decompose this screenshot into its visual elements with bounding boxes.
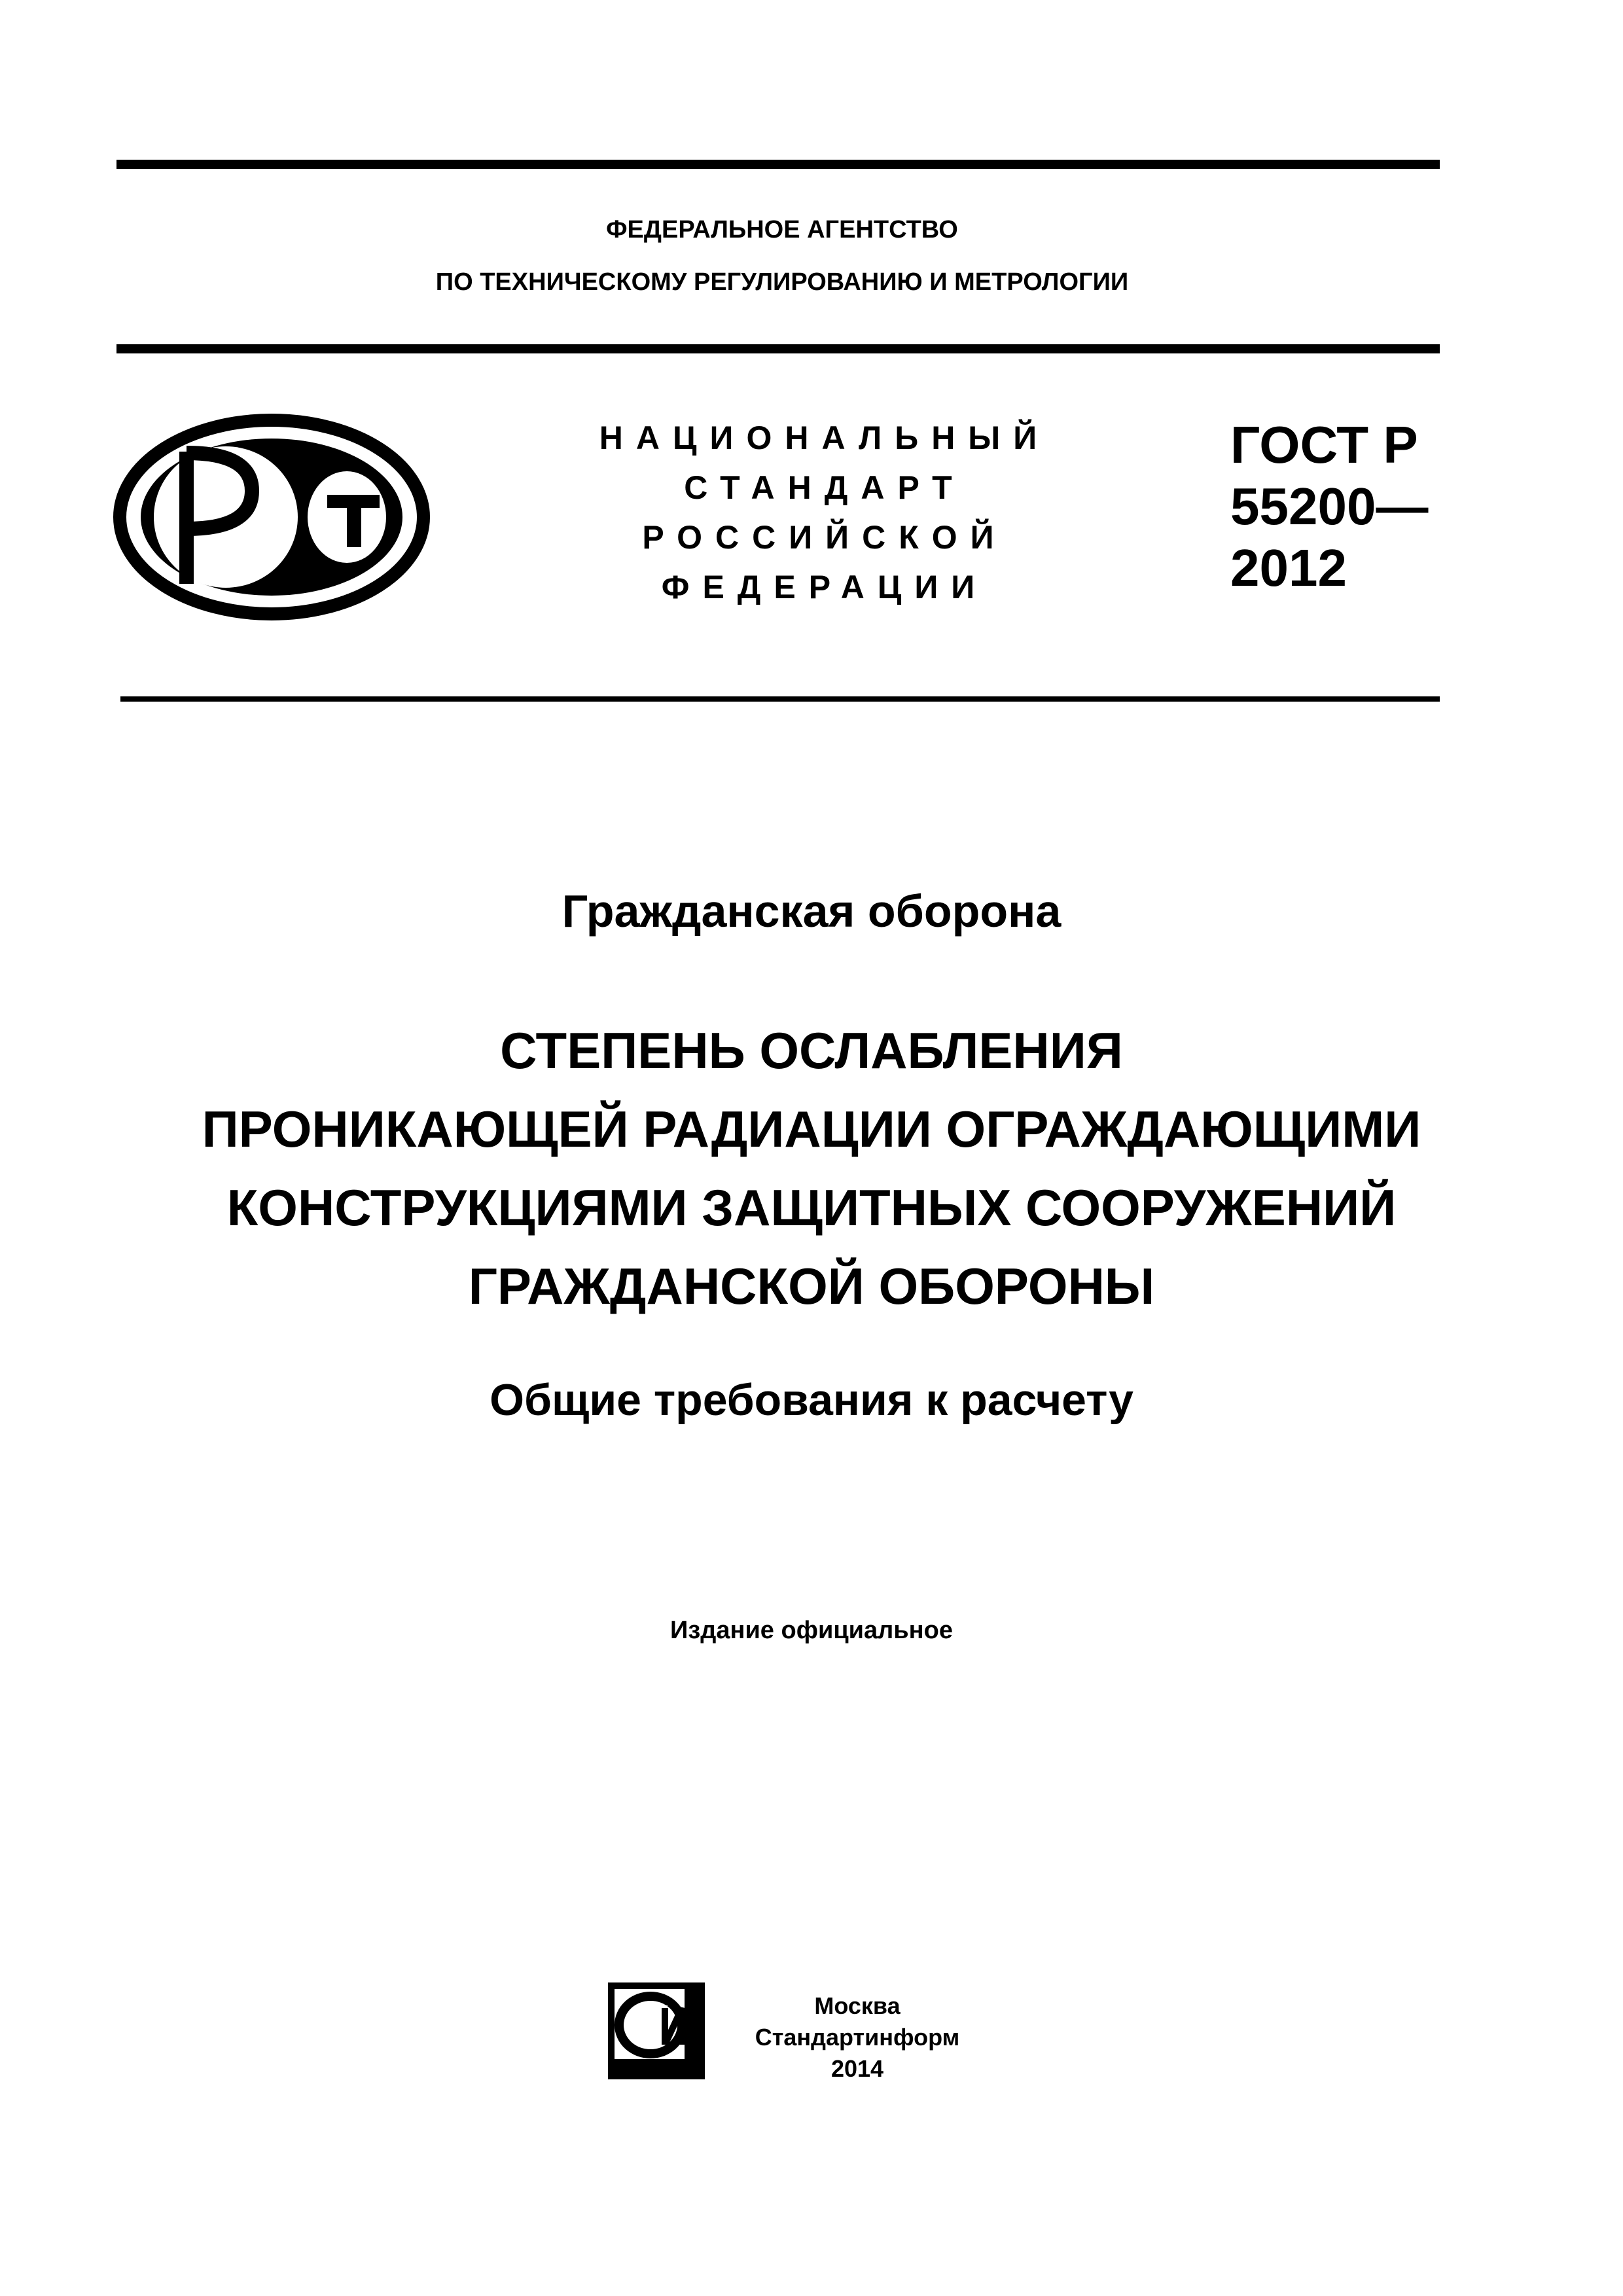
category-heading: Гражданская оборона [562, 886, 1061, 937]
top-rule [116, 160, 1440, 169]
rst-logo-icon [111, 412, 432, 622]
publisher-city: Москва [814, 1992, 901, 2019]
publisher-year: 2014 [830, 2055, 884, 2082]
standartinform-logo-icon [607, 1982, 705, 2080]
standard-type-4: ФЕДЕРАЦИИ [661, 569, 988, 605]
edition-label: Издание официальное [670, 1617, 953, 1644]
gost-designation-3: 2012 [1230, 539, 1347, 597]
agency-rule [116, 344, 1440, 353]
standard-type-2: СТАНДАРТ [684, 469, 965, 506]
standard-type-3: РОССИЙСКОЙ [642, 519, 1007, 556]
publisher-name: Стандартинформ [755, 2024, 960, 2051]
gost-designation-1: ГОСТ Р [1230, 416, 1418, 474]
agency-line-1: ФЕДЕРАЛЬНОЕ АГЕНТСТВО [606, 216, 958, 243]
subtitle: Общие требования к расчету [490, 1375, 1133, 1425]
gost-designation-2: 55200— [1230, 477, 1429, 535]
title-line-2: ПРОНИКАЮЩЕЙ РАДИАЦИИ ОГРАЖДАЮЩИМИ [202, 1100, 1421, 1158]
header-bottom-rule [120, 696, 1440, 702]
title-line-3: КОНСТРУКЦИЯМИ ЗАЩИТНЫХ СООРУЖЕНИЙ [226, 1179, 1397, 1236]
agency-line-2: ПО ТЕХНИЧЕСКОМУ РЕГУЛИРОВАНИЮ И МЕТРОЛОГИИ [435, 268, 1129, 296]
title-line-4: ГРАЖДАНСКОЙ ОБОРОНЫ [468, 1257, 1155, 1315]
standard-type-1: НАЦИОНАЛЬНЫЙ [599, 420, 1050, 456]
title-line-1: СТЕПЕНЬ ОСЛАБЛЕНИЯ [500, 1022, 1123, 1079]
